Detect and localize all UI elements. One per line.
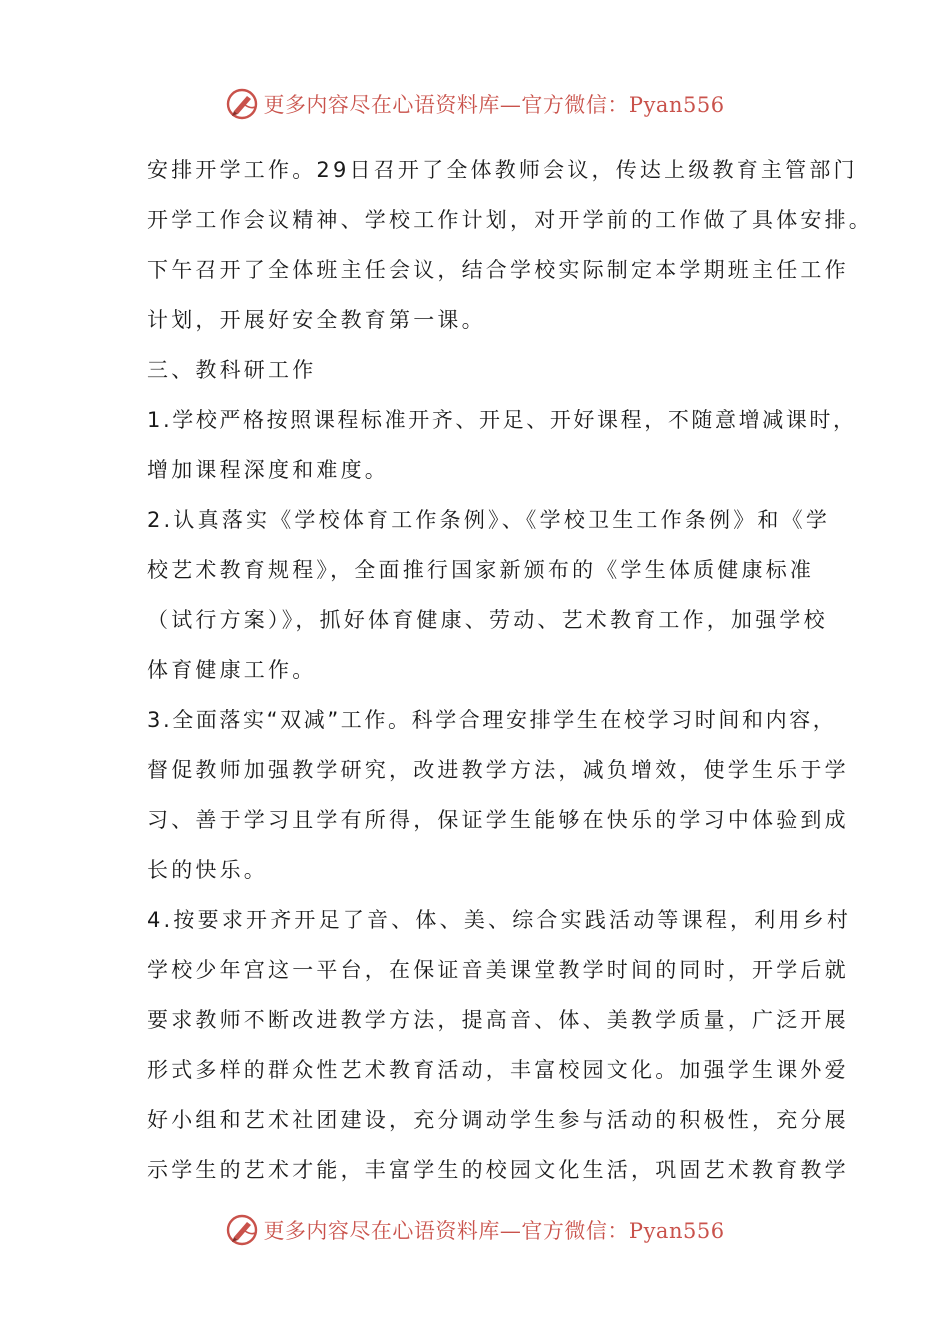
text-line: 增加课程深度和难度。: [147, 458, 389, 482]
text-line: 4.按要求开齐开足了音、体、美、综合实践活动等课程，利用乡村: [147, 908, 852, 932]
pen-logo-icon: [225, 1213, 259, 1247]
text-line: 长的快乐。: [147, 858, 268, 882]
text-line: 习、善于学习且学有所得，保证学生能够在快乐的学习中体验到成: [147, 808, 849, 832]
pen-logo-icon: [225, 87, 259, 121]
text-line: 学校少年宫这一平台，在保证音美课堂教学时间的同时，开学后就: [147, 958, 849, 982]
document-body: [147, 145, 873, 1195]
text-line: 开学工作会议精神、学校工作计划，对开学前的工作做了具体安排。: [147, 208, 873, 232]
text-line: 1.学校严格按照课程标准开齐、开足、开好课程，不随意增减课时，: [147, 408, 857, 432]
text-line: （试行方案）》，抓好体育健康、劳动、艺术教育工作，加强学校: [147, 608, 828, 632]
text-line: 下午召开了全体班主任会议，结合学校实际制定本学期班主任工作: [147, 258, 849, 282]
text-line: 督促教师加强教学研究，改进教学方法，减负增效，使学生乐于学: [147, 758, 849, 782]
text-line: 2.认真落实《学校体育工作条例》、《学校卫生工作条例》和《学: [147, 508, 831, 532]
text-line: 要求教师不断改进教学方法，提高音、体、美教学质量，广泛开展: [147, 1008, 849, 1032]
footer-banner: [0, 1210, 950, 1250]
text-line: 示学生的艺术才能，丰富学生的校园文化生活，巩固艺术教育教学: [147, 1158, 849, 1182]
section-heading: 三、教科研工作: [147, 358, 317, 382]
text-line: 计划，开展好安全教育第一课。: [147, 308, 486, 332]
text-line: 体育健康工作。: [147, 658, 317, 682]
text-line: 安排开学工作。29日召开了全体教师会议，传达上级教育主管部门: [147, 158, 858, 182]
header-banner-text: 更多内容尽在心语资料库—官方微信：Pyan556: [263, 93, 725, 117]
text-line: 形式多样的群众性艺术教育活动，丰富校园文化。加强学生课外爱: [147, 1058, 849, 1082]
text-line: 校艺术教育规程》，全面推行国家新颁布的《学生体质健康标准: [147, 558, 815, 582]
text-line: 好小组和艺术社团建设，充分调动学生参与活动的积极性，充分展: [147, 1108, 849, 1132]
header-banner: [0, 84, 950, 124]
footer-banner-text: 更多内容尽在心语资料库—官方微信：Pyan556: [263, 1219, 725, 1243]
text-line: 3.全面落实“双减”工作。科学合理安排学生在校学习时间和内容，: [147, 708, 837, 732]
